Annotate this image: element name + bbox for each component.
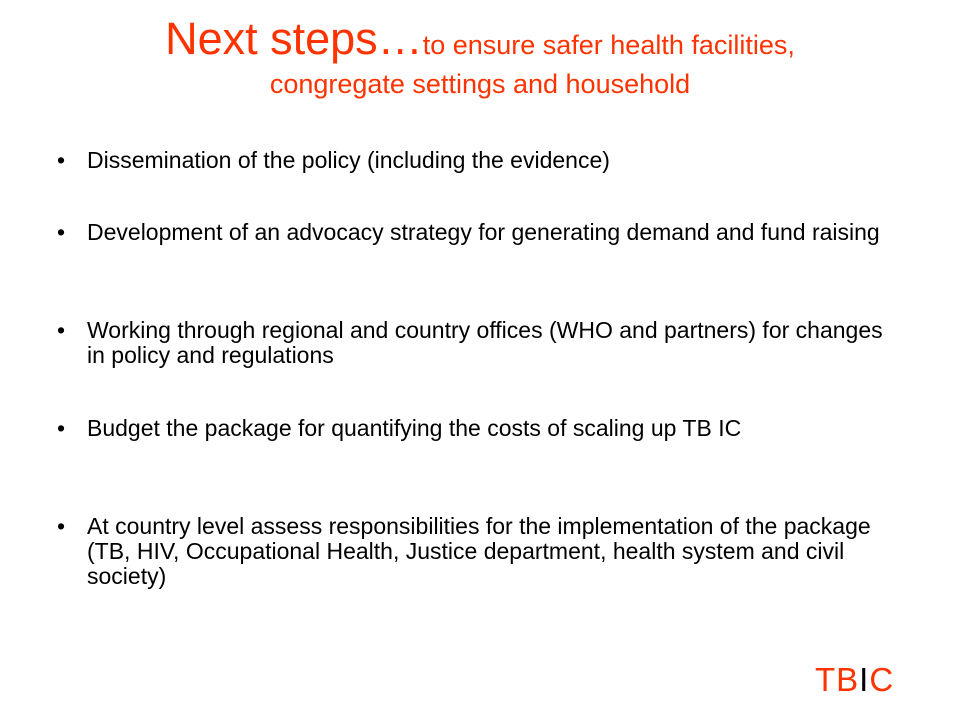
title-subtitle-line2: congregate settings and household bbox=[269, 68, 691, 99]
bullet-dot-icon: • bbox=[57, 415, 66, 441]
bullet-dot-icon: • bbox=[57, 513, 66, 539]
bullet-dot-icon: • bbox=[57, 317, 66, 343]
bullet-item bbox=[57, 513, 897, 589]
bullet-dot-icon: • bbox=[57, 147, 66, 173]
bullet-text: At country level assess responsibilities for the implementation of the package (TB, HIV, Occupational Health, Justice department, health system and civil society) bbox=[87, 513, 871, 589]
logo-part-c: C bbox=[869, 661, 895, 698]
bullet-item bbox=[57, 317, 897, 368]
logo-part-i: I bbox=[859, 661, 870, 698]
slide-title bbox=[60, 14, 900, 99]
tbic-logo bbox=[815, 663, 894, 696]
bullet-text: Working through regional and country offices (WHO and partners) for changes in policy and regulations bbox=[87, 317, 883, 368]
bullet-item bbox=[57, 147, 897, 173]
logo-part-tb: TB bbox=[815, 661, 860, 698]
title-main: Next steps… bbox=[165, 13, 423, 64]
bullet-text: Dissemination of the policy (including the evidence) bbox=[87, 147, 610, 173]
bullet-item bbox=[57, 415, 897, 441]
title-subtitle-line1: to ensure safer health facilities, bbox=[422, 30, 795, 60]
bullet-dot-icon: • bbox=[57, 219, 66, 245]
bullet-text: Budget the package for quantifying the costs of scaling up TB IC bbox=[87, 415, 742, 441]
bullet-item bbox=[57, 219, 897, 245]
bullet-text: Development of an advocacy strategy for generating demand and fund raising bbox=[87, 219, 880, 245]
